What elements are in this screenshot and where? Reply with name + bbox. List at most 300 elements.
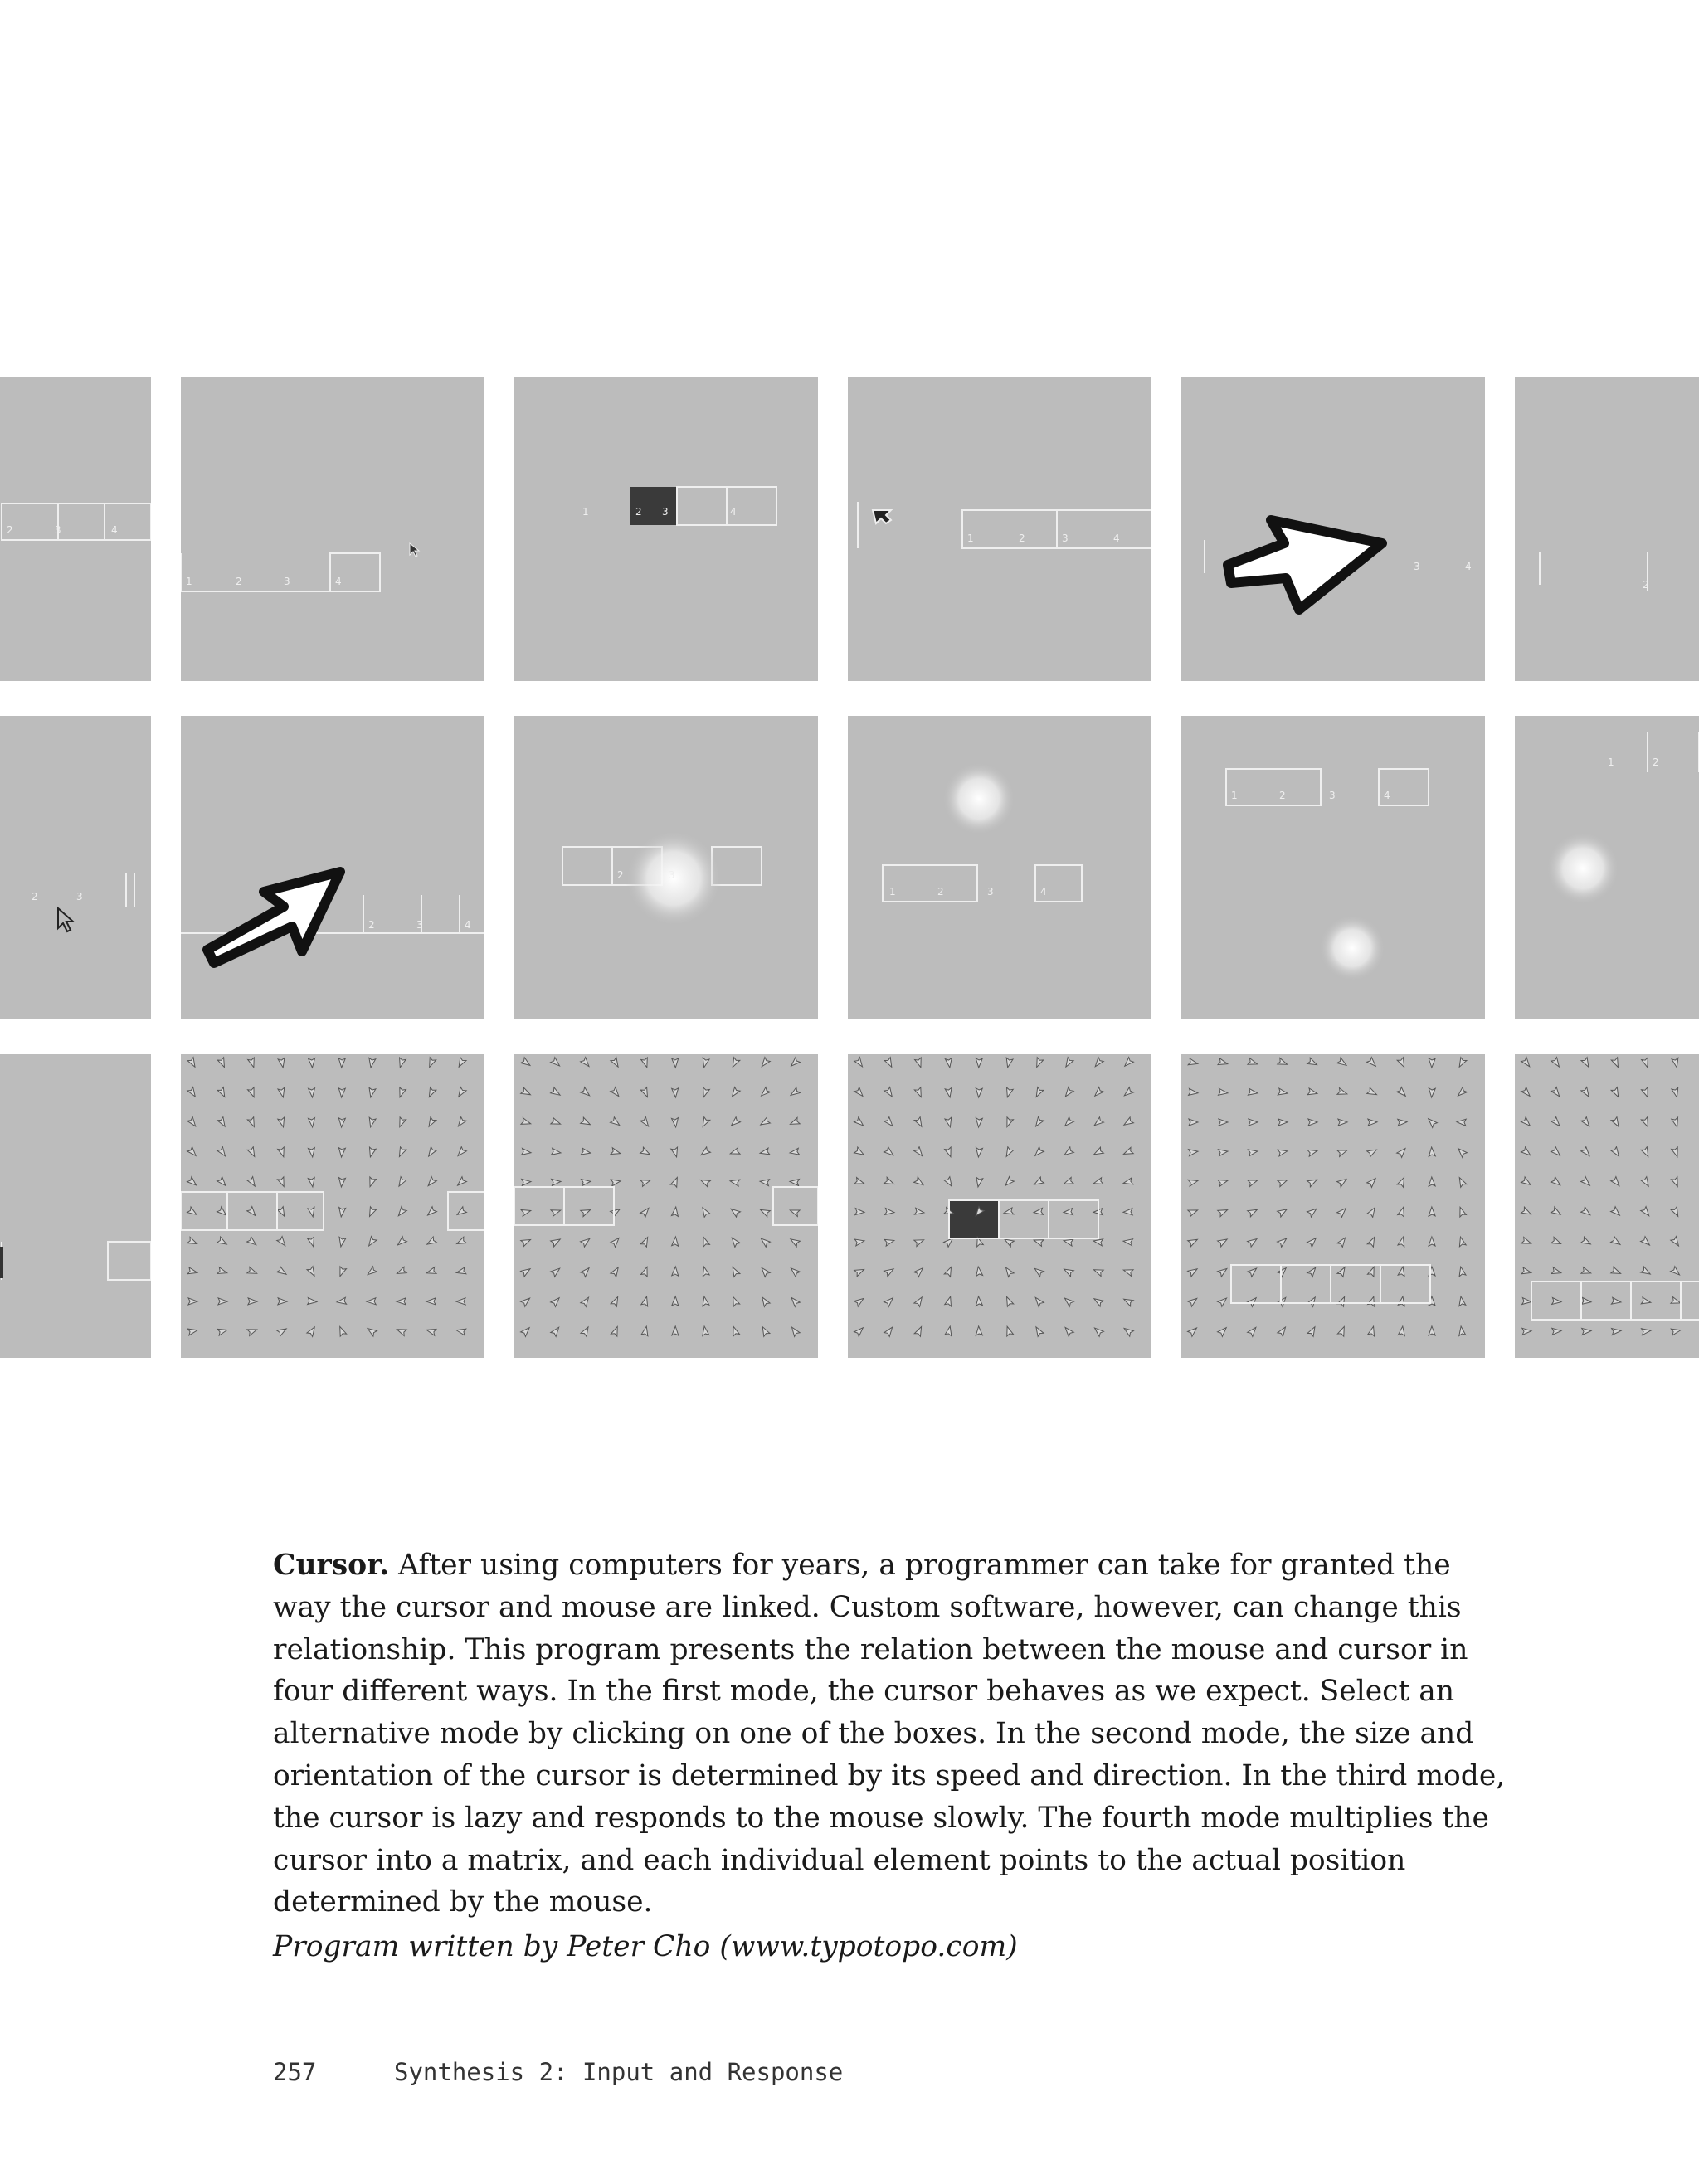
matrix-cursor-icon [1188,1296,1200,1306]
svg-text:1: 1 [967,533,974,544]
matrix-cursor-icon [914,1237,925,1247]
matrix-cursor-icon [368,1058,376,1068]
matrix-cursor-icon [1338,1119,1347,1126]
matrix-cursor-icon [1218,1237,1229,1247]
matrix-cursor-icon [455,1267,466,1276]
matrix-cursor-icon [730,1325,739,1336]
matrix-cursor-icon [611,1058,621,1069]
matrix-cursor-icon [1063,1296,1074,1306]
matrix-cursor-icon [760,1178,770,1185]
matrix-cursor-icon [397,1298,406,1305]
matrix-cursor-icon [1581,1237,1592,1247]
svg-text:4: 4 [335,576,342,587]
svg-text:1: 1 [1608,756,1614,768]
matrix-cursor-icon [1521,1147,1533,1158]
matrix-cursor-icon [1641,1297,1651,1306]
matrix-cursor-icon [1671,1207,1681,1218]
matrix-cursor-icon [759,1087,771,1098]
matrix-cursor-icon [1368,1119,1377,1126]
matrix-cursor-icon [1426,1116,1437,1127]
matrix-cursor-icon [1429,1147,1436,1156]
matrix-cursor-icon [1429,1237,1435,1246]
panel-r2-c6 [1515,716,1699,1019]
matrix-cursor-icon [338,1058,346,1068]
matrix-cursor-icon [1005,1058,1013,1068]
matrix-cursor-icon [885,1209,895,1216]
matrix-cursor-icon [338,1178,345,1188]
panel-r2-c5 [1181,716,1485,1019]
matrix-cursor-icon [1581,1177,1592,1188]
matrix-cursor-icon [1521,1237,1532,1246]
matrix-cursor-icon [1307,1266,1318,1277]
matrix-cursor-icon [1122,1178,1133,1186]
matrix-cursor-icon [789,1148,799,1156]
matrix-cursor-icon [945,1087,953,1097]
matrix-cursor-icon [337,1325,347,1336]
matrix-cursor-icon [641,1058,650,1068]
matrix-cursor-icon [1521,1058,1532,1069]
matrix-cursor-icon [729,1206,741,1217]
matrix-cursor-icon [789,1087,801,1098]
matrix-cursor-icon [1367,1087,1378,1097]
matrix-cursor-icon [700,1117,710,1128]
matrix-cursor-icon [522,1148,532,1155]
matrix-cursor-icon [1307,1177,1318,1187]
matrix-cursor-icon [187,1147,198,1159]
matrix-cursor-icon [1551,1207,1563,1218]
matrix-cursor-icon [581,1296,591,1307]
matrix-cursor-icon [248,1087,257,1098]
matrix-cursor-icon [914,1117,924,1128]
matrix-cursor-icon [1521,1177,1533,1188]
matrix-cursor-icon [1093,1117,1104,1128]
matrix-cursor-icon [855,1209,865,1216]
matrix-cursor-icon [426,1058,436,1068]
matrix-cursor-icon [581,1266,591,1277]
matrix-cursor-icon [217,1117,228,1129]
matrix-cursor-icon [1218,1266,1229,1277]
matrix-cursor-icon [854,1087,865,1099]
matrix-cursor-icon [1278,1296,1288,1307]
matrix-cursor-icon [1248,1088,1258,1097]
svg-text:2: 2 [1653,756,1659,768]
matrix-cursor-icon [1093,1087,1103,1098]
matrix-cursor-icon [1307,1058,1318,1068]
matrix-cursor-icon [1123,1238,1133,1245]
svg-text:2: 2 [32,891,38,902]
matrix-cursor-icon [247,1177,258,1189]
matrix-cursor-icon [1458,1266,1466,1276]
matrix-cursor-icon [1034,1087,1044,1098]
matrix-cursor-icon [455,1087,466,1099]
matrix-cursor-icon [611,1325,621,1336]
matrix-cursor-icon [1398,1266,1406,1276]
matrix-cursor-icon [640,1117,651,1129]
matrix-cursor-icon [367,1298,376,1305]
matrix-cursor-icon [521,1237,532,1247]
matrix-cursor-icon [187,1087,198,1099]
svg-text:2: 2 [1643,579,1649,591]
matrix-cursor-icon [1397,1087,1408,1098]
matrix-cursor-icon [640,1147,651,1157]
matrix-cursor-icon [884,1117,895,1129]
matrix-cursor-icon [1641,1147,1651,1158]
matrix-cursor-icon [945,1325,953,1335]
svg-text:1: 1 [186,576,192,587]
matrix-cursor-icon [338,1208,345,1218]
matrix-cursor-icon [699,1206,710,1218]
matrix-cursor-icon [701,1266,709,1277]
matrix-cursor-icon [1248,1177,1258,1186]
matrix-cursor-icon [884,1266,896,1277]
matrix-cursor-icon [1122,1117,1134,1128]
matrix-cursor-icon [367,1177,376,1188]
matrix-cursor-icon [1093,1267,1103,1277]
panel-r3-c1 [0,1054,151,1358]
svg-text:4: 4 [730,506,737,518]
matrix-cursor-icon [187,1237,198,1247]
matrix-cursor-icon [701,1296,709,1306]
svg-text:3: 3 [55,524,61,536]
matrix-cursor-icon [975,1267,982,1277]
matrix-cursor-icon [1337,1325,1347,1336]
matrix-cursor-icon [1457,1119,1466,1126]
matrix-cursor-icon [278,1147,287,1158]
svg-text:4: 4 [1384,790,1390,801]
matrix-cursor-icon [456,1298,465,1305]
matrix-cursor-icon [309,1118,316,1128]
matrix-cursor-icon [1093,1058,1103,1069]
matrix-cursor-icon [278,1058,286,1068]
matrix-cursor-icon [368,1117,376,1128]
matrix-cursor-icon [790,1178,800,1185]
matrix-cursor-icon [521,1208,532,1217]
matrix-cursor-icon [1671,1267,1682,1277]
matrix-cursor-icon [247,1267,258,1277]
matrix-cursor-icon [1337,1147,1348,1156]
matrix-cursor-icon [1337,1206,1348,1217]
matrix-cursor-icon [1093,1147,1103,1157]
matrix-cursor-icon [1672,1147,1681,1158]
matrix-cursor-icon [1219,1119,1228,1126]
matrix-cursor-icon [1003,1177,1014,1188]
matrix-cursor-icon [789,1207,800,1216]
matrix-cursor-icon [278,1117,287,1128]
matrix-cursor-icon [884,1058,894,1068]
matrix-cursor-icon [1248,1266,1259,1277]
matrix-cursor-icon [611,1236,621,1248]
matrix-cursor-icon [581,1058,591,1069]
matrix-cursor-icon [1397,1146,1408,1158]
matrix-cursor-icon [729,1148,740,1157]
matrix-cursor-icon [521,1118,532,1127]
panel-r1-c6 [1515,377,1699,681]
matrix-cursor-icon [1641,1117,1651,1128]
matrix-cursor-icon [307,1325,318,1337]
svg-text:1: 1 [889,886,896,897]
matrix-cursor-icon [789,1296,800,1307]
matrix-cursor-icon [672,1118,679,1128]
matrix-cursor-icon [1188,1207,1199,1216]
matrix-cursor-icon [1188,1178,1199,1187]
matrix-cursor-icon [789,1266,801,1277]
matrix-cursor-icon [730,1266,740,1277]
matrix-cursor-icon [1033,1147,1044,1158]
matrix-cursor-icon [884,1147,896,1158]
matrix-cursor-icon [1611,1087,1621,1098]
matrix-cursor-icon [1456,1146,1467,1157]
matrix-cursor-icon [1457,1206,1466,1217]
panel-r3-c6 [1515,1054,1699,1358]
matrix-cursor-icon [730,1296,740,1306]
matrix-cursor-icon [1611,1297,1621,1306]
matrix-cursor-icon [1063,1058,1073,1069]
matrix-cursor-icon [976,1296,983,1306]
matrix-cursor-icon [217,1177,228,1189]
matrix-cursor-icon [1307,1148,1318,1157]
matrix-cursor-icon [1248,1148,1258,1156]
matrix-cursor-icon [1671,1177,1680,1188]
matrix-cursor-icon [1367,1236,1377,1247]
program-credit: Program written by Peter Cho (www.typotopo.com) [273,1930,1018,1963]
matrix-cursor-icon [1248,1058,1258,1068]
matrix-cursor-icon [1642,1087,1651,1098]
matrix-cursor-icon [1307,1325,1317,1337]
matrix-cursor-icon [1398,1236,1406,1247]
matrix-cursor-icon [1367,1176,1378,1187]
matrix-cursor-icon [854,1117,866,1128]
matrix-cursor-icon [1367,1147,1378,1157]
matrix-cursor-icon [1398,1119,1407,1126]
matrix-cursor-icon [247,1147,257,1158]
matrix-cursor-icon [1398,1206,1407,1217]
matrix-cursor-icon [1367,1058,1378,1068]
matrix-cursor-icon [1641,1267,1653,1277]
matrix-cursor-icon [366,1237,377,1248]
matrix-cursor-icon [1122,1087,1134,1098]
matrix-cursor-icon [396,1237,407,1248]
matrix-cursor-icon [1122,1267,1133,1276]
matrix-cursor-icon [187,1207,199,1218]
matrix-cursor-icon [759,1117,771,1127]
matrix-cursor-icon [308,1207,316,1217]
matrix-cursor-icon [551,1087,562,1098]
matrix-cursor-icon [1398,1296,1406,1306]
svg-text:3: 3 [669,869,675,881]
matrix-cursor-icon [1218,1058,1229,1068]
matrix-cursor-icon [1429,1207,1435,1216]
matrix-cursor-icon [854,1325,865,1336]
svg-text:4: 4 [1113,533,1120,544]
matrix-cursor-icon [455,1207,467,1218]
matrix-cursor-icon [426,1147,436,1159]
matrix-cursor-icon [455,1147,466,1159]
matrix-cursor-icon [1552,1298,1562,1306]
small-cursor-icon [58,908,73,931]
matrix-cursor-icon [217,1237,229,1247]
matrix-cursor-icon [1551,1177,1563,1188]
matrix-cursor-icon [1337,1266,1347,1277]
matrix-cursor-icon [1248,1236,1259,1247]
matrix-cursor-icon [884,1296,895,1306]
matrix-cursor-icon [217,1147,228,1159]
matrix-cursor-icon [729,1178,739,1186]
svg-text:2: 2 [617,869,624,881]
matrix-cursor-icon [217,1058,227,1068]
matrix-cursor-icon [1278,1088,1288,1097]
matrix-cursor-icon [1189,1119,1198,1126]
matrix-cursor-icon [1093,1325,1104,1336]
matrix-cursor-icon [1249,1119,1258,1126]
matrix-cursor-icon [729,1236,740,1248]
svg-text:3: 3 [1062,533,1069,544]
matrix-cursor-icon [426,1177,436,1189]
panel-r1-c5 [1181,377,1485,681]
matrix-cursor-icon [247,1207,258,1218]
svg-text:3: 3 [1414,561,1420,572]
matrix-cursor-icon [699,1177,710,1187]
matrix-cursor-icon [367,1207,377,1218]
matrix-cursor-icon [247,1237,259,1248]
matrix-cursor-icon [1457,1176,1467,1187]
matrix-cursor-icon [582,1178,591,1185]
svg-text:2: 2 [236,576,242,587]
matrix-cursor-icon [1672,1058,1680,1068]
matrix-cursor-icon [368,1147,377,1158]
matrix-cursor-icon [1521,1207,1532,1217]
matrix-cursor-icon [1004,1147,1014,1158]
matrix-cursor-icon [789,1117,800,1127]
matrix-cursor-icon [456,1058,466,1068]
matrix-cursor-icon [1034,1058,1044,1068]
matrix-cursor-icon [396,1267,406,1277]
matrix-cursor-icon [672,1237,679,1247]
matrix-cursor-icon [611,1296,621,1306]
matrix-cursor-icon [1337,1176,1349,1187]
panel-r1-c4 [848,377,1151,681]
matrix-cursor-icon [1033,1117,1044,1129]
matrix-cursor-icon [455,1327,465,1335]
matrix-cursor-icon [426,1327,436,1336]
matrix-cursor-icon [366,1267,377,1277]
matrix-cursor-icon [759,1266,770,1277]
matrix-cursor-icon [277,1326,289,1336]
matrix-cursor-icon [1034,1208,1044,1215]
matrix-cursor-icon [551,1117,562,1126]
matrix-cursor-icon [1368,1296,1377,1306]
matrix-cursor-icon [976,1118,983,1128]
matrix-cursor-icon [759,1296,770,1307]
matrix-cursor-icon [914,1208,924,1216]
matrix-cursor-icon [884,1177,895,1187]
matrix-cursor-icon [397,1117,406,1128]
matrix-cursor-icon [672,1267,679,1276]
matrix-cursor-icon [611,1178,621,1186]
matrix-cursor-icon [1278,1206,1289,1217]
matrix-cursor-icon [338,1237,346,1247]
matrix-cursor-icon [945,1296,954,1306]
svg-text:4: 4 [1040,886,1047,897]
matrix-cursor-icon [1278,1119,1288,1126]
matrix-cursor-icon [426,1298,436,1305]
matrix-cursor-icon [368,1087,376,1097]
matrix-cursor-icon [1672,1087,1680,1098]
matrix-cursor-icon [701,1058,709,1068]
matrix-cursor-icon [914,1147,925,1159]
matrix-cursor-icon [1337,1088,1348,1097]
svg-text:2: 2 [368,919,375,931]
matrix-cursor-icon [699,1147,711,1158]
matrix-cursor-icon [640,1087,650,1098]
matrix-cursor-icon [1278,1148,1288,1156]
matrix-cursor-icon [551,1148,561,1156]
matrix-cursor-icon [1307,1206,1319,1217]
matrix-cursor-icon [1397,1176,1407,1187]
matrix-cursor-icon [1671,1237,1682,1248]
matrix-cursor-icon [1278,1236,1289,1247]
matrix-cursor-icon [1456,1087,1468,1098]
matrix-cursor-icon [308,1298,318,1306]
matrix-cursor-icon [1582,1328,1592,1335]
matrix-cursor-icon [1063,1325,1073,1337]
matrix-cursor-icon [1003,1266,1014,1277]
matrix-cursor-icon [1033,1296,1044,1307]
matrix-cursor-icon [1278,1058,1288,1067]
matrix-cursor-icon [1307,1088,1318,1097]
panel-r2-c1 [0,716,151,1019]
matrix-cursor-icon [521,1296,533,1306]
matrix-cursor-icon [1219,1088,1229,1096]
matrix-cursor-icon [247,1117,257,1128]
matrix-cursor-icon [759,1207,770,1217]
matrix-cursor-icon [1521,1117,1532,1128]
matrix-cursor-icon [1004,1117,1013,1128]
matrix-cursor-icon [1551,1237,1562,1247]
matrix-cursor-icon [277,1207,287,1218]
matrix-cursor-icon [187,1327,197,1335]
matrix-cursor-icon [1033,1177,1044,1187]
matrix-cursor-icon [1429,1177,1435,1186]
matrix-cursor-icon [1611,1177,1622,1189]
matrix-cursor-icon [1457,1058,1467,1068]
matrix-cursor-icon [1521,1267,1532,1276]
matrix-cursor-icon [1642,1058,1651,1068]
large-arrow-cursor-icon [207,872,340,963]
caption-body: After using computers for years, a programmer can take for granted the way the cursor and mouse are linked. Custom software, however, can change this relationship. This program presents the relation between the mouse and cursor in four different ways. In the first mode, the cursor behaves as we expect. Select an alternative mode by clicking on one of the boxes. In the second mode, the size and orientation of the cursor is determined by its speed and direction. In the third mode, the cursor is lazy and responds to the mouse slowly. The fourth mode multiplies the cursor into a matrix, and each individual element points to the actual position determined by the mouse. [273,1549,1506,1919]
matrix-cursor-icon [914,1325,924,1336]
matrix-cursor-icon [1641,1237,1653,1248]
matrix-cursor-icon [1064,1209,1073,1216]
matrix-cursor-icon [1307,1236,1318,1247]
matrix-cursor-icon [1189,1088,1199,1096]
matrix-cursor-icon [1429,1088,1436,1097]
matrix-cursor-icon [1458,1296,1466,1306]
svg-text:2: 2 [635,506,642,518]
matrix-cursor-icon [1063,1267,1073,1277]
matrix-cursor-icon [884,1087,895,1099]
matrix-cursor-icon [277,1237,288,1248]
matrix-cursor-icon [1218,1148,1228,1156]
matrix-cursor-icon [277,1177,286,1188]
matrix-cursor-icon [1337,1296,1347,1306]
matrix-cursor-icon [1063,1147,1074,1158]
panel-r1-c1 [0,377,151,681]
matrix-cursor-icon [455,1237,466,1247]
matrix-cursor-icon [277,1267,289,1277]
screenshot-grid [0,377,1699,1356]
matrix-cursor-icon [521,1058,533,1068]
matrix-cursor-icon [217,1327,228,1336]
